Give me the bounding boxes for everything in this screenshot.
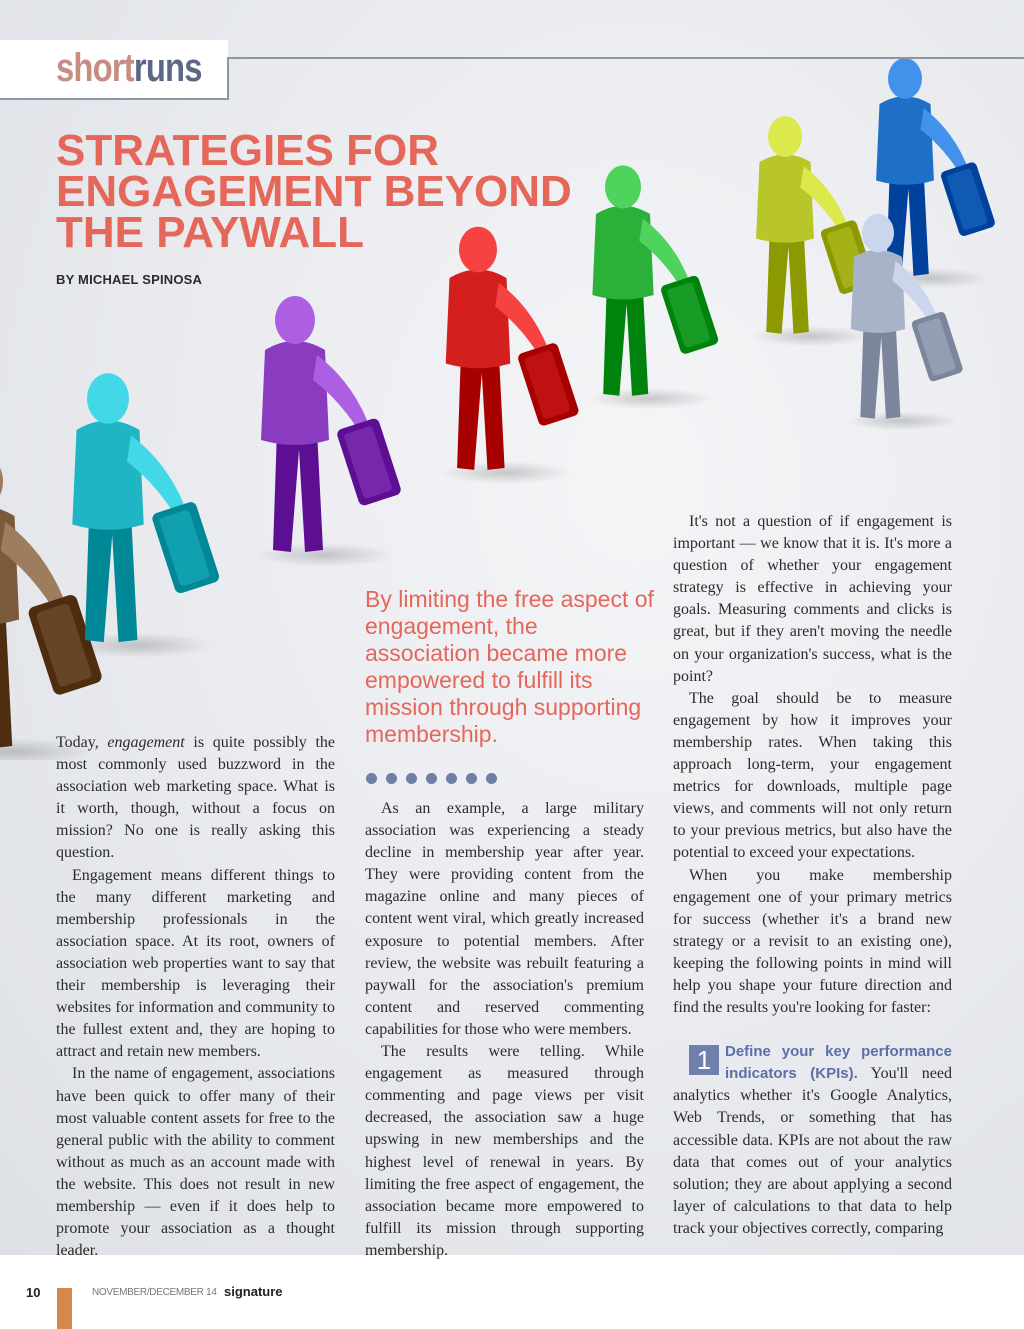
- figure-legs: [457, 354, 505, 470]
- figure-head: [87, 373, 129, 423]
- section-brand: [56, 44, 202, 92]
- figure-head: [888, 58, 922, 99]
- paragraph: The results were telling. While engagement as measured through commenting and page views per visit decreased, the association saw a huge upswing in new memberships and the highest level of renewal in years. By limiting the free aspect of engagement, the association became more empowered to fulfill its mission through supporting membership.: [365, 1043, 644, 1259]
- divider-dot: [366, 773, 377, 784]
- figure-legs: [0, 608, 12, 748]
- figure-legs: [860, 321, 900, 419]
- businessman-figure: [66, 373, 221, 658]
- pull-quote: By limiting the free aspect of engagement, the association became more empowered to fulfill its mission through supporting membership.: [365, 586, 654, 747]
- figure-legs: [85, 514, 137, 642]
- divider-dot: [466, 773, 477, 784]
- brand-part-short: short: [56, 46, 134, 90]
- title-line-2: ENGAGEMENT BEYOND: [56, 167, 572, 216]
- header-rule-vertical: [227, 57, 229, 100]
- body-column-3: [673, 511, 952, 1240]
- paragraph: Engagement means different things to the many different marketing and membership professionals in the association space. At its root, owners of association web properties want to say that their membership is leveraging their websites for information and community to the fullest extent and, they are hoping to attract and retain new members.: [56, 866, 335, 1061]
- divider-dot: [426, 773, 437, 784]
- divider-dot: [486, 773, 497, 784]
- figure-head: [862, 214, 894, 252]
- paragraph: As an example, a large military association was experiencing a steady decline in membership year after year. They were providing content from the magazine online and many pieces of content went viral, which greatly increased exposure to potential members. After review, the website was rebuilt featuring a paywall for the association's premium content and reserved commenting capabilities for those who were members.: [365, 800, 644, 1038]
- figure-torso: [0, 506, 19, 626]
- businessman-figure: [587, 165, 720, 409]
- page-number: 10: [26, 1285, 41, 1300]
- numbered-item-1: [673, 1041, 952, 1240]
- brand-part-runs: runs: [133, 46, 202, 90]
- pull-quote-divider: [366, 773, 497, 784]
- paragraph: When you make membership engagement one of your primary metrics for success (whether it's a brand new strategy or a revisit to an existing one), keeping the following points in mind will help you shape your future direction and find the results you're looking for faster:: [673, 866, 952, 1017]
- body-column-2: [365, 798, 644, 1262]
- figure-legs: [603, 286, 648, 396]
- businessman-figure: [440, 227, 580, 484]
- figure-legs: [766, 230, 809, 334]
- issue-date: NOVEMBER/DECEMBER 14: [92, 1287, 217, 1298]
- magazine-name: signature: [224, 1284, 283, 1299]
- divider-dot: [386, 773, 397, 784]
- item-body: You'll need analytics whether it's Google Analytics, Web Trends, or something that has accessible data. KPIs are not about the raw data that comes out of your analytics solution; they are about applying a second layer of calculations to that data to help track your objectives correctly, comparing: [673, 1065, 952, 1237]
- paragraph-text: is quite possibly the most commonly used buzzword in the association web marketing space. What is it worth, though, without a focus on mission? No one is really asking this question.: [56, 734, 335, 862]
- footer-accent-bar: [57, 1288, 72, 1329]
- paragraph-text: Today,: [56, 734, 108, 751]
- paragraph: [56, 732, 335, 865]
- byline: BY MICHAEL SPINOSA: [56, 272, 203, 287]
- header-rule: [228, 57, 1024, 59]
- figure-head: [768, 116, 802, 157]
- emphasis-text: engagement: [107, 734, 185, 751]
- figure-head: [275, 296, 315, 344]
- divider-dot: [446, 773, 457, 784]
- item-number-badge: 1: [689, 1045, 719, 1075]
- article-title: [56, 126, 572, 257]
- paragraph: It's not a question of if engagement is important — we know that it is. It's more a question of whether your engagement strategy is effective in achieving your goals. Measuring comments and clicks is great, but if they aren't moving the needle on your organization's success, what is the point?: [673, 513, 952, 685]
- paragraph: In the name of engagement, associations have been quick to offer many of their most valuable content assets for free to the general public with the ability to comment without as much as an account made with the website. This does not result in new membership — even if it does help to promote your association as a thought leader.: [56, 1065, 335, 1260]
- figure-head: [0, 454, 3, 509]
- figure-head: [605, 165, 641, 208]
- title-line-1: STRATEGIES FOR: [56, 126, 439, 175]
- body-column-1: [56, 732, 335, 1262]
- figure-legs: [273, 430, 323, 552]
- header-rule-bottom: [0, 98, 229, 100]
- businessman-figure: [255, 296, 402, 567]
- item-heading: Define your key performance indicators (KPIs).: [725, 1043, 952, 1083]
- paragraph: The goal should be to measure engagement by how it improves your membership rates. When taking this approach long-term, your engagement metrics for downloads, multiple page views, and comments will not only return to your previous metrics, but also have the potential to exceed your expectations.: [673, 689, 952, 862]
- divider-dot: [406, 773, 417, 784]
- title-line-3: THE PAYWALL: [56, 208, 365, 257]
